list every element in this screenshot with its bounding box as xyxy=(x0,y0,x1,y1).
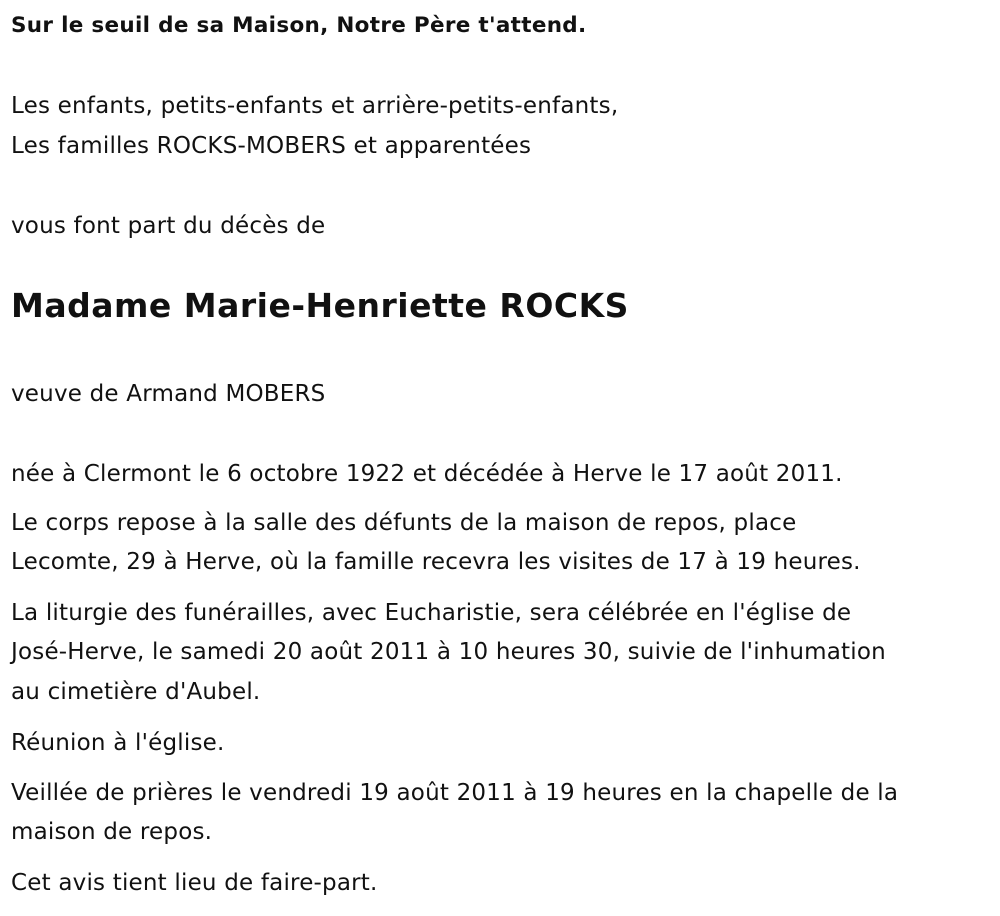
epigraph: Sur le seuil de sa Maison, Notre Père t'attend. xyxy=(11,13,587,38)
widow-of: veuve de Armand MOBERS xyxy=(11,381,326,407)
birth-death: née à Clermont le 6 octobre 1922 et décédée à Herve le 17 août 2011. xyxy=(11,461,843,487)
family-line: Les enfants, petits-enfants et arrière-petits-enfants, xyxy=(11,93,619,119)
vigil-line: maison de repos. xyxy=(11,819,213,845)
family-line: Les familles ROCKS-MOBERS et apparentées xyxy=(11,133,532,159)
vigil-line: Veillée de prières le vendredi 19 août 2011 à 19 heures en la chapelle de la xyxy=(11,780,899,806)
announcement: vous font part du décès de xyxy=(11,213,326,239)
liturgy-line: José-Herve, le samedi 20 août 2011 à 10 heures 30, suivie de l'inhumation xyxy=(11,639,886,665)
deceased-name: Madame Marie-Henriette ROCKS xyxy=(11,286,629,325)
body-rests-line: Lecomte, 29 à Herve, où la famille recevra les visites de 17 à 19 heures. xyxy=(11,549,861,575)
body-rests-line: Le corps repose à la salle des défunts de la maison de repos, place xyxy=(11,510,797,536)
liturgy-line: au cimetière d'Aubel. xyxy=(11,679,261,705)
liturgy-line: La liturgie des funérailles, avec Eucharistie, sera célébrée en l'église de xyxy=(11,600,852,626)
closing: Cet avis tient lieu de faire-part. xyxy=(11,870,378,896)
gathering: Réunion à l'église. xyxy=(11,730,225,756)
